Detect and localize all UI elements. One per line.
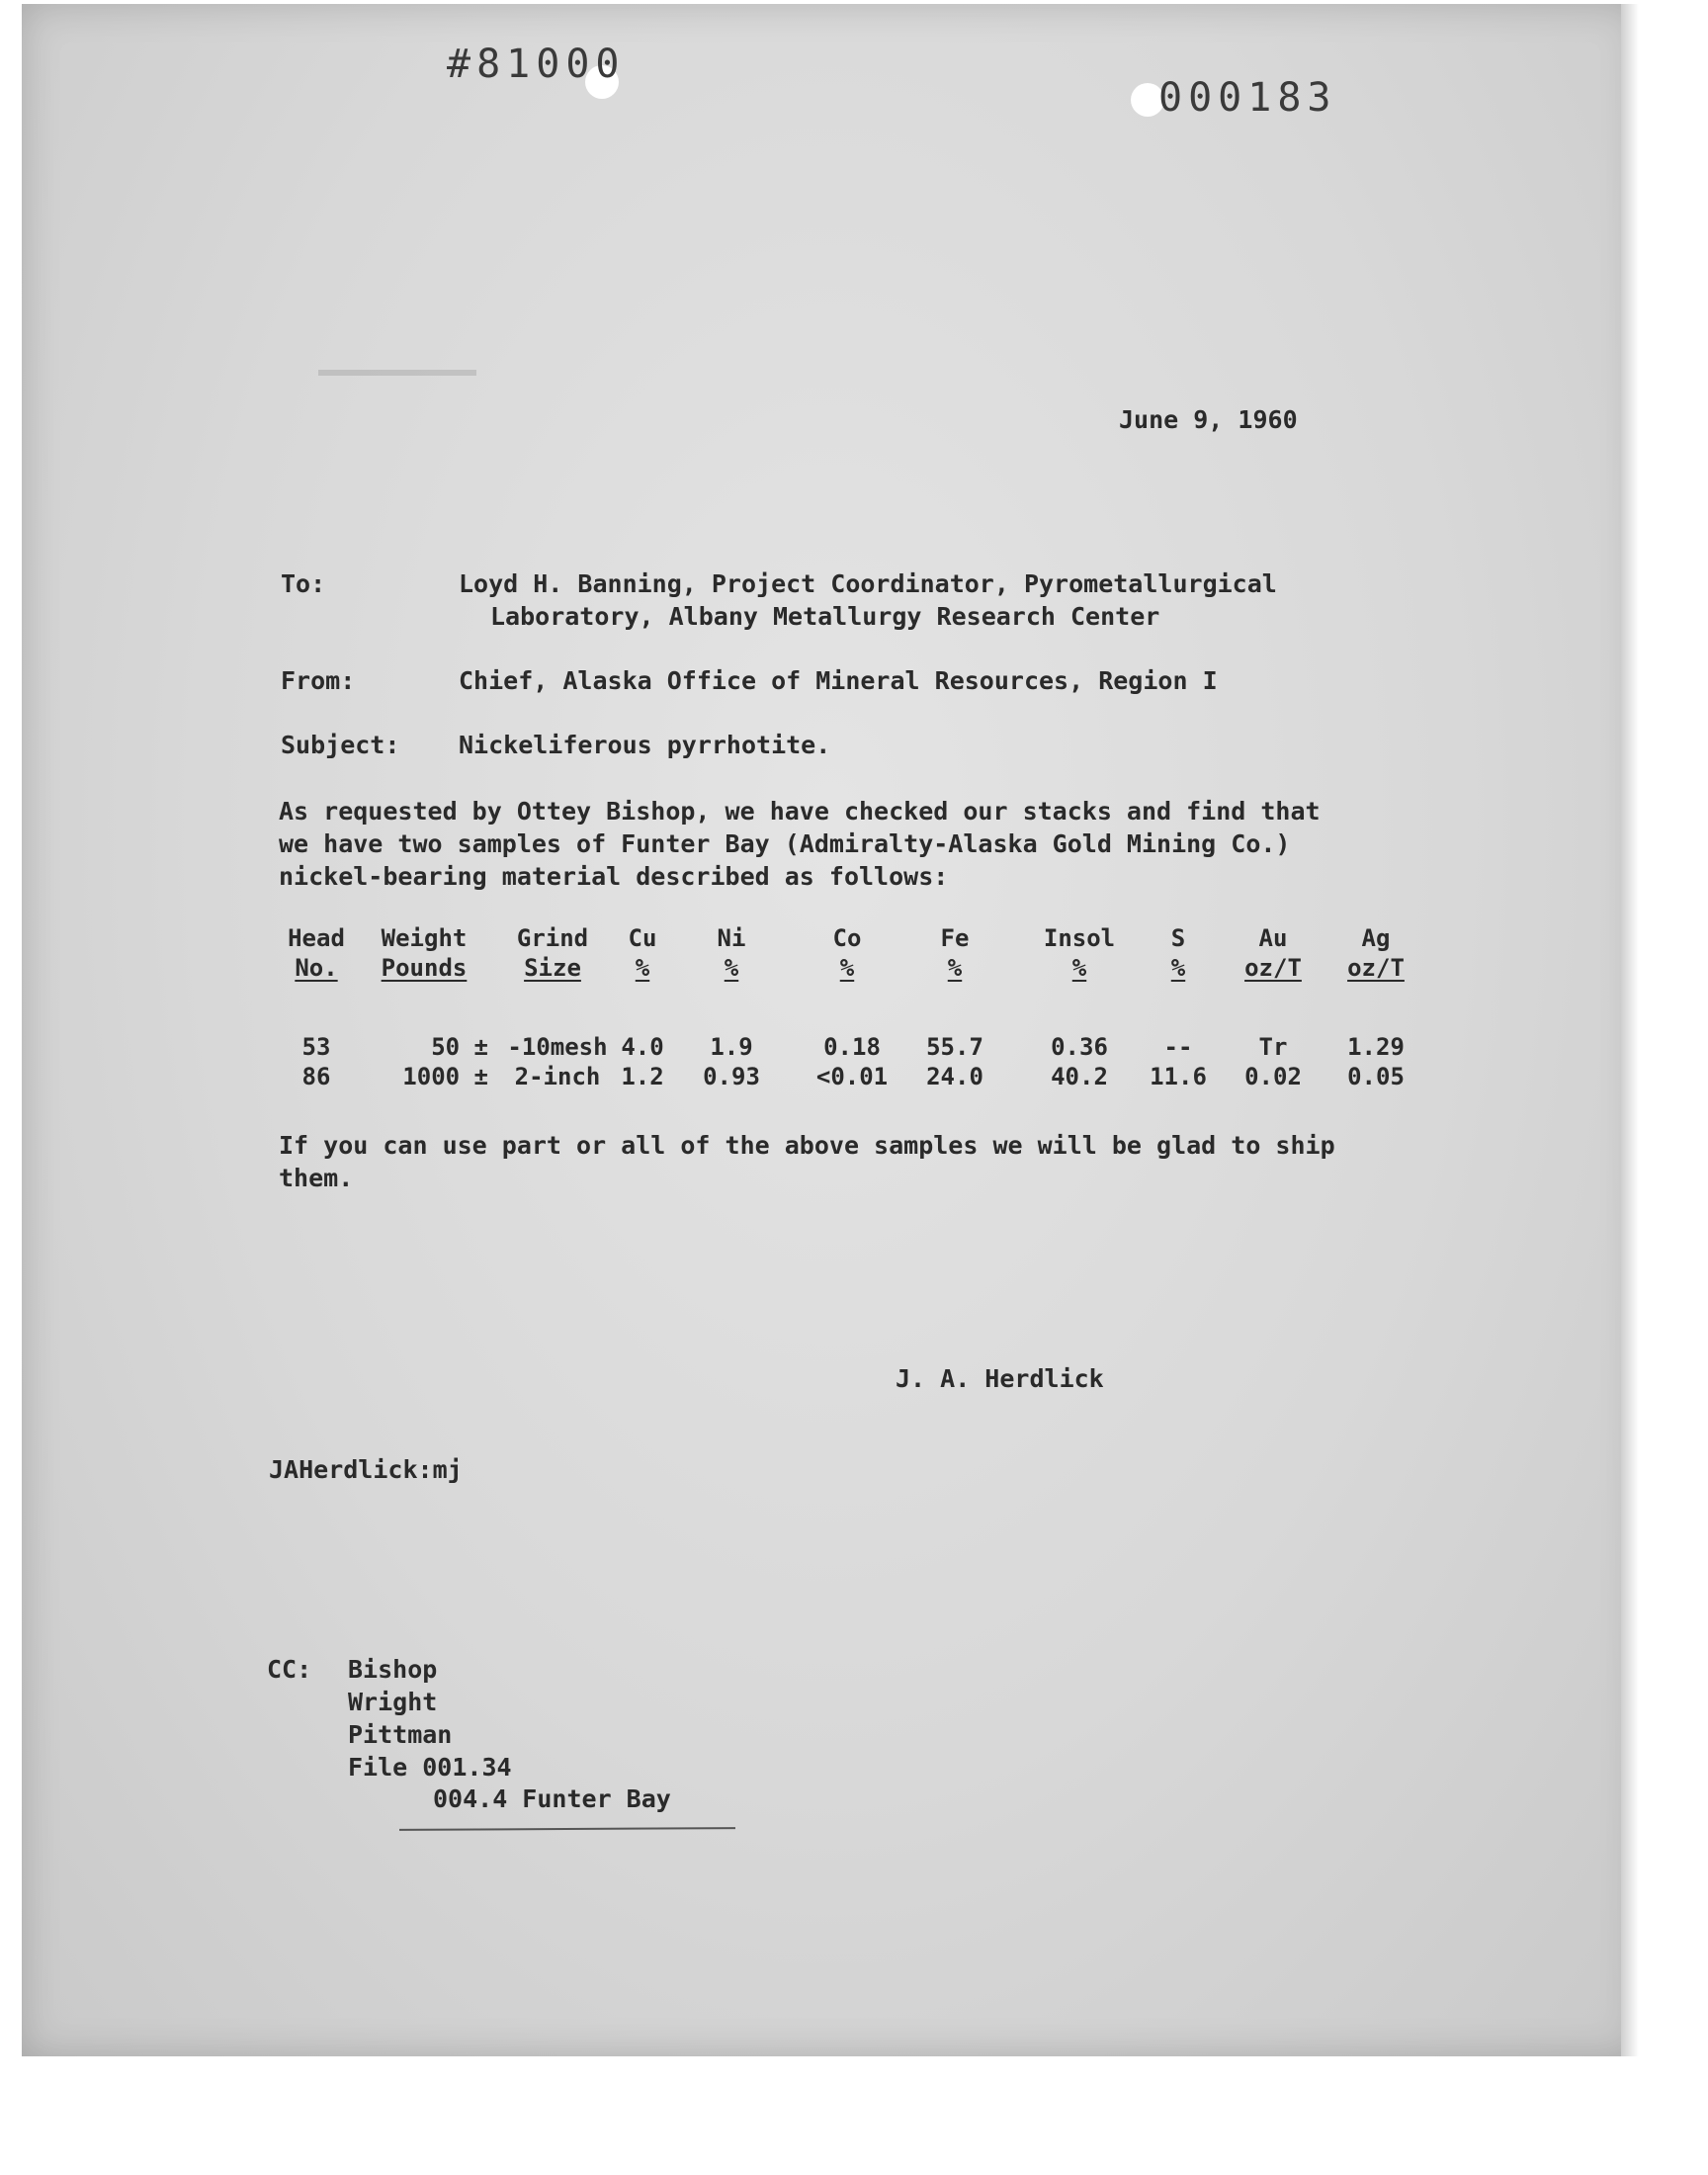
- table-cell: 0.05: [1347, 1063, 1405, 1090]
- closing-line-2: them.: [279, 1164, 354, 1192]
- table-cell: 50 ±: [431, 1033, 488, 1061]
- intro-line-3: nickel-bearing material described as follows:: [279, 862, 949, 891]
- signature-name: J. A. Herdlick: [896, 1364, 1104, 1393]
- table-cell: --: [1163, 1033, 1193, 1061]
- page-edge-shadow: [1621, 4, 1639, 2056]
- table-cell: 24.0: [926, 1063, 983, 1090]
- page-number-stamp: 000183: [1158, 75, 1337, 121]
- table-cell: 53: [301, 1033, 331, 1061]
- file-number-stamp: #81000: [447, 42, 626, 87]
- table-cell: -10mesh: [507, 1033, 608, 1061]
- th-au: Au oz/T: [1244, 924, 1302, 982]
- th-s: S %: [1170, 924, 1186, 982]
- th-cu: Cu %: [628, 924, 657, 982]
- document-page: [22, 4, 1639, 2056]
- cc-recipient: File 001.34: [348, 1753, 512, 1782]
- table-cell: 1.2: [621, 1063, 664, 1090]
- table-cell: 55.7: [926, 1033, 983, 1061]
- to-label: To:: [281, 569, 326, 598]
- table-cell: 0.93: [703, 1063, 760, 1090]
- intro-line-1: As requested by Ottey Bishop, we have checked our stacks and find that: [279, 797, 1321, 826]
- table-cell: Tr: [1258, 1033, 1288, 1061]
- th-head-no: Head No.: [288, 924, 345, 982]
- letter-date: June 9, 1960: [1119, 405, 1298, 434]
- from-label: From:: [281, 666, 356, 695]
- table-cell: 2-inch: [514, 1063, 601, 1090]
- cc-recipient: Pittman: [348, 1720, 453, 1749]
- to-line-2: Laboratory, Albany Metallurgy Research Center: [490, 602, 1160, 631]
- from-value: Chief, Alaska Office of Mineral Resources, Region I: [459, 666, 1218, 695]
- intro-line-2: we have two samples of Funter Bay (Admiralty-Alaska Gold Mining Co.): [279, 829, 1291, 858]
- th-ag: Ag oz/T: [1347, 924, 1405, 982]
- th-fe: Fe %: [940, 924, 970, 982]
- subject-value: Nickeliferous pyrrhotite.: [459, 731, 831, 759]
- cc-label: CC:: [267, 1655, 312, 1684]
- th-co: Co %: [832, 924, 862, 982]
- scan-smudge: [318, 370, 476, 376]
- closing-line-1: If you can use part or all of the above samples we will be glad to ship: [279, 1131, 1335, 1160]
- table-cell: 1000 ±: [402, 1063, 488, 1090]
- table-cell: 11.6: [1150, 1063, 1207, 1090]
- table-cell: 1.29: [1347, 1033, 1405, 1061]
- table-cell: 40.2: [1051, 1063, 1108, 1090]
- typist-initials: JAHerdlick:mj: [269, 1455, 463, 1484]
- table-cell: <0.01: [815, 1063, 889, 1090]
- to-line-1: Loyd H. Banning, Project Coordinator, Pyrometallurgical: [459, 569, 1277, 598]
- table-cell: 1.9: [710, 1033, 753, 1061]
- subject-label: Subject:: [281, 731, 400, 759]
- th-insol: Insol %: [1043, 924, 1116, 982]
- handwritten-underline: [399, 1827, 735, 1831]
- table-cell: 86: [301, 1063, 331, 1090]
- th-grind-size: Grind Size: [516, 924, 589, 982]
- cc-recipients: [348, 1653, 512, 1784]
- table-cell: 0.36: [1051, 1033, 1108, 1061]
- cc-file-sub: 004.4 Funter Bay: [433, 1784, 671, 1813]
- cc-recipient: Bishop: [348, 1655, 438, 1684]
- table-cell: 4.0: [621, 1033, 664, 1061]
- cc-recipient: Wright: [348, 1688, 438, 1716]
- th-weight: Weight Pounds: [381, 924, 468, 982]
- table-cell: 0.02: [1244, 1063, 1302, 1090]
- th-ni: Ni %: [717, 924, 746, 982]
- table-cell: 0.18: [823, 1033, 881, 1061]
